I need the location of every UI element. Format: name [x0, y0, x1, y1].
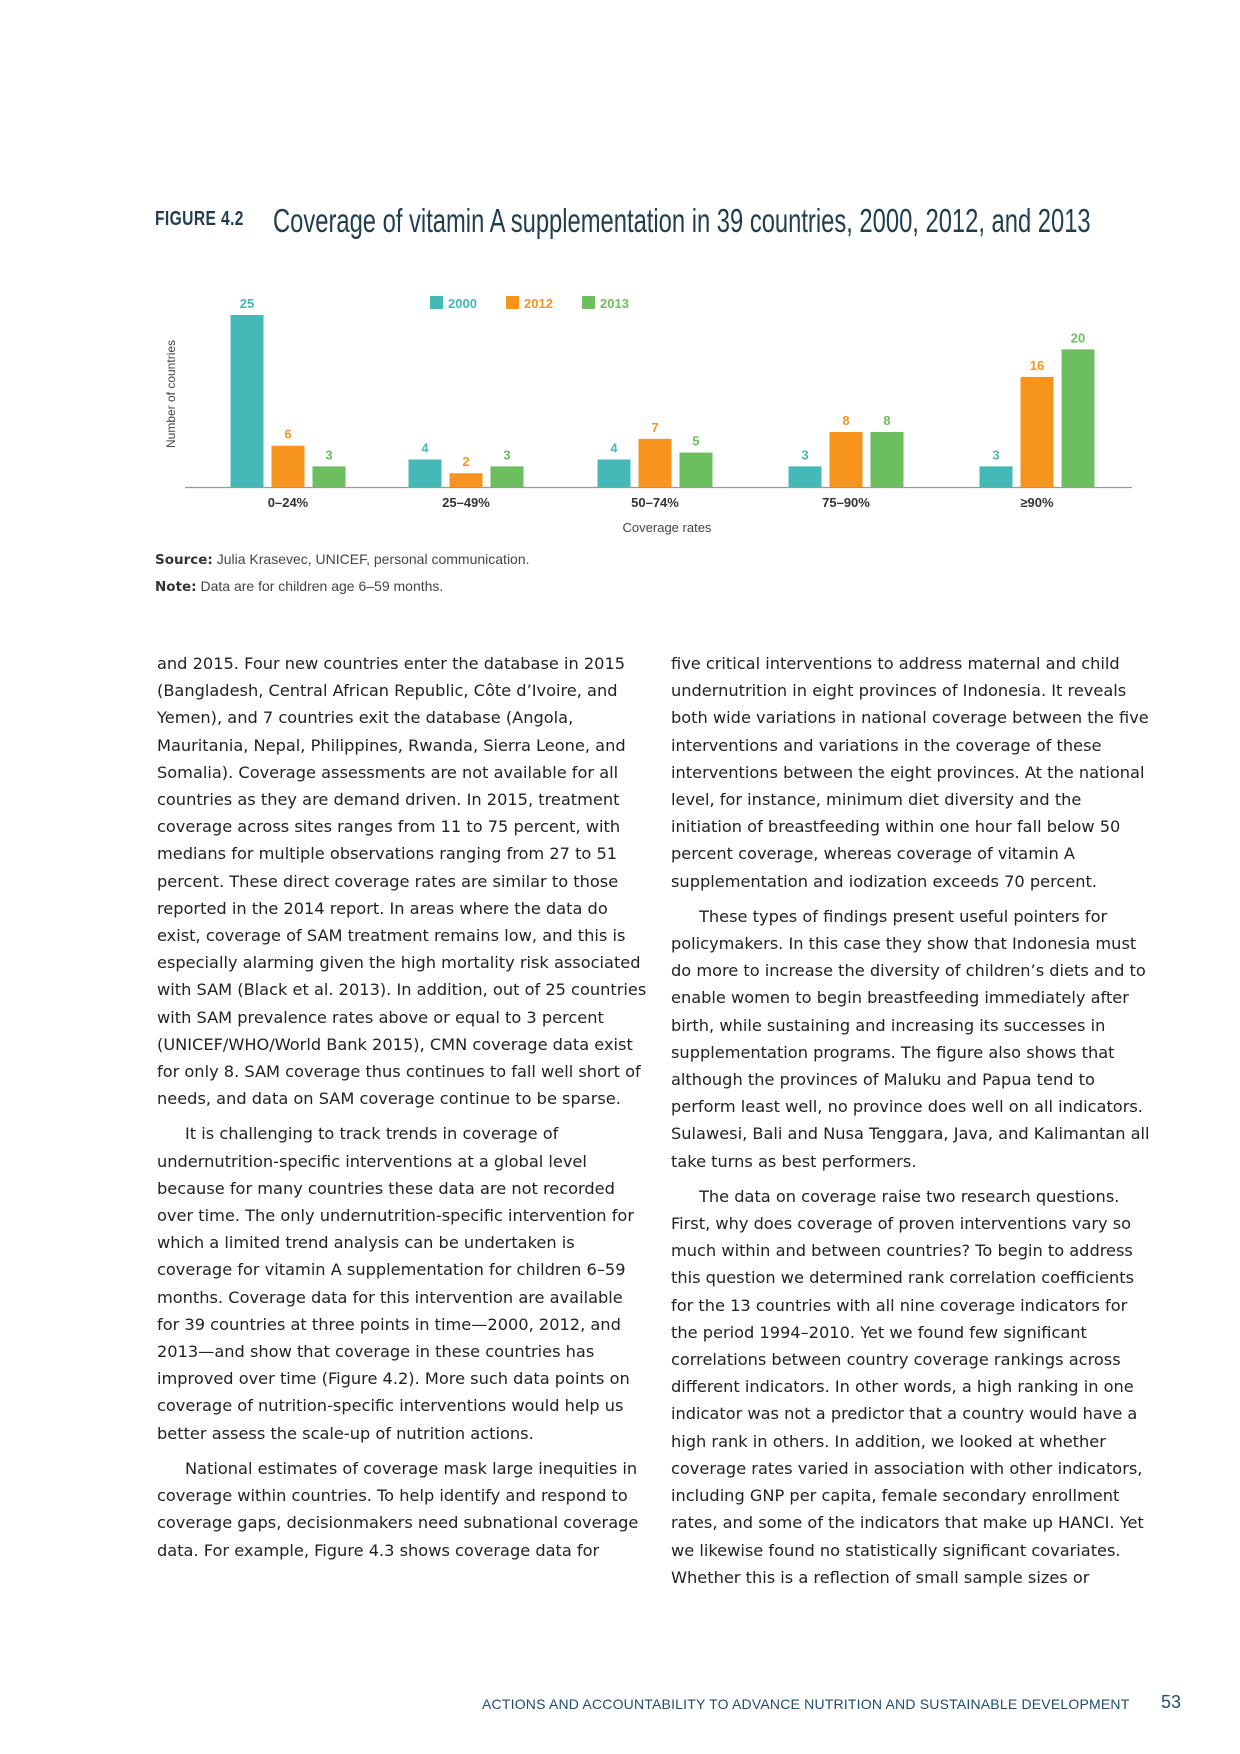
paragraph: and 2015. Four new countries enter the database in 2015 (Bangladesh, Central African Republic, Côte d’Ivoire, and Yemen), and 7 countries exit the database (Angola, Mauritania, Nepal, Philippines, Rwanda, Sierra Leone, and Somalia). Coverage assessments are not available for all countries as they are demand driven. In 2015, treatment coverage across sites ranges from 11 to 75 percent, with medians for multiple observations ranging from 27 to 51 percent. These direct coverage rates are similar to those reported in the 2014 report. In areas where the data do exist, coverage of SAM treatment remains low, and this is especially alarming given the high mortality risk associated with SAM (Black et al. 2013). In addition, out of 25 countries with SAM prevalence rates above or equal to 3 percent (UNICEF/WHO/World Bank 2015), CMN coverage data exist for only 8. SAM coverage thus continues to fall well short of needs, and data on SAM coverage continue to be sparse. — [157, 654, 647, 1109]
figure-label: FIGURE 4.2 — [155, 208, 244, 230]
data-label-2012: 7 — [651, 419, 659, 435]
figure-title: Coverage of vitamin A supplementation in 39 countries, 2000, 2012, and 2013 — [273, 202, 1091, 239]
bar-2013 — [313, 466, 346, 487]
right-column — [671, 650, 1156, 1599]
figure-note — [155, 578, 443, 595]
figure-source — [155, 551, 530, 568]
bar-2012 — [1021, 377, 1054, 487]
paragraph: National estimates of coverage mask large inequities in coverage within countries. To help identify and respond to coverage gaps, decisionmakers need subnational coverage data. For example, Figure 4.3 shows coverage data for — [157, 1458, 639, 1560]
running-footer: ACTIONS AND ACCOUNTABILITY TO ADVANCE NUTRITION AND SUSTAINABLE DEVELOPMENT — [482, 1696, 1130, 1712]
data-label-2012: 6 — [284, 426, 292, 442]
bar-2000 — [409, 459, 442, 487]
bar-2000 — [789, 466, 822, 487]
page-number: 53 — [1161, 1692, 1182, 1712]
legend-swatch-2012 — [506, 296, 519, 309]
bar-2013 — [871, 432, 904, 487]
paragraph: It is challenging to track trends in coverage of undernutrition-specific interventions at a global level because for many countries these data are not recorded over time. The only undernutrition-specific intervention for which a limited trend analysis can be undertaken is coverage for vitamin A supplementation for children 6–59 months. Coverage data for this intervention are available for 39 countries at three points in time—2000, 2012, and 2013—and show that coverage in these countries has improved over time (Figure 4.2). More such data points on coverage of nutrition-specific interventions would help us better assess the scale-up of nutrition actions. — [157, 1124, 634, 1443]
bar-2000 — [980, 466, 1013, 487]
x-tick-label: ≥90% — [1020, 495, 1054, 510]
bar-2000 — [231, 315, 264, 487]
x-tick-label: 75–90% — [822, 495, 870, 510]
bar-2000 — [598, 459, 631, 487]
left-column — [157, 650, 647, 1572]
source-text: Julia Krasevec, UNICEF, personal communication. — [216, 551, 530, 567]
bar-2012 — [272, 446, 305, 487]
x-tick-label: 50–74% — [631, 495, 679, 510]
legend-label-2012: 2012 — [524, 296, 553, 311]
data-label-2013: 3 — [503, 447, 511, 463]
bar-2012 — [639, 439, 672, 487]
bar-2013 — [491, 466, 524, 487]
legend-swatch-2013 — [582, 296, 595, 309]
data-label-2000: 3 — [992, 447, 1000, 463]
paragraph: The data on coverage raise two research questions. First, why does coverage of proven interventions vary so much within and between countries? To begin to address this question we determined rank correlation coefficients for the 13 countries with all nine coverage indicators for the period 1994–2010. Yet we found few significant correlations between country coverage rankings across different indicators. In other words, a high ranking in one indicator was not a predictor that a country would have a high rank in others. In addition, we looked at whether coverage rates varied in association with other indicators, including GNP per capita, female secondary enrollment rates, and some of the indicators that make up HANCI. Yet we likewise found no statistically significant covariates. Whether this is a reflection of small sample sizes or — [671, 1186, 1144, 1587]
data-label-2012: 8 — [842, 412, 850, 428]
source-label: Source: — [155, 552, 213, 568]
bar-2013 — [1062, 349, 1095, 487]
x-tick-label: 25–49% — [442, 495, 490, 510]
data-label-2013: 8 — [883, 412, 891, 428]
y-axis-label: Number of countries — [164, 339, 178, 449]
bar-2012 — [830, 432, 863, 487]
legend-label-2000: 2000 — [448, 296, 477, 311]
bar-chart — [0, 0, 1240, 560]
bar-2012 — [450, 473, 483, 487]
note-label: Note: — [155, 579, 197, 595]
x-tick-label: 0–24% — [267, 495, 309, 510]
data-label-2012: 2 — [462, 454, 470, 470]
data-label-2012: 16 — [1029, 357, 1045, 373]
bar-2013 — [680, 453, 713, 487]
data-label-2013: 3 — [325, 447, 333, 463]
data-label-2013: 20 — [1070, 330, 1086, 346]
paragraph: five critical interventions to address maternal and child undernutrition in eight provinces of Indonesia. It reveals both wide variations in national coverage between the five interventions and variations in the coverage of these interventions between the eight provinces. At the national level, for instance, minimum diet diversity and the initiation of breastfeeding within one hour fall below 50 percent coverage, whereas coverage of vitamin A supplementation and iodization exceeds 70 percent. — [671, 654, 1149, 891]
data-label-2000: 25 — [239, 296, 255, 311]
data-label-2013: 5 — [692, 433, 700, 449]
paragraph: These types of findings present useful pointers for policymakers. In this case they show that Indonesia must do more to increase the diversity of children’s diets and to enable women to begin breastfeeding immediately after birth, while sustaining and increasing its successes in supplementation programs. The figure also shows that although the provinces of Maluku and Papua tend to perform least well, no province does well on all indicators. Sulawesi, Bali and Nusa Tenggara, Java, and Kalimantan all take turns as best performers. — [671, 906, 1150, 1171]
legend-label-2013: 2013 — [600, 296, 629, 311]
x-axis-label: Coverage rates — [622, 520, 712, 535]
data-label-2000: 3 — [801, 447, 809, 463]
data-label-2000: 4 — [421, 440, 429, 456]
data-label-2000: 4 — [610, 440, 618, 456]
note-text: Data are for children age 6–59 months. — [200, 578, 444, 594]
legend-swatch-2000 — [430, 296, 443, 309]
